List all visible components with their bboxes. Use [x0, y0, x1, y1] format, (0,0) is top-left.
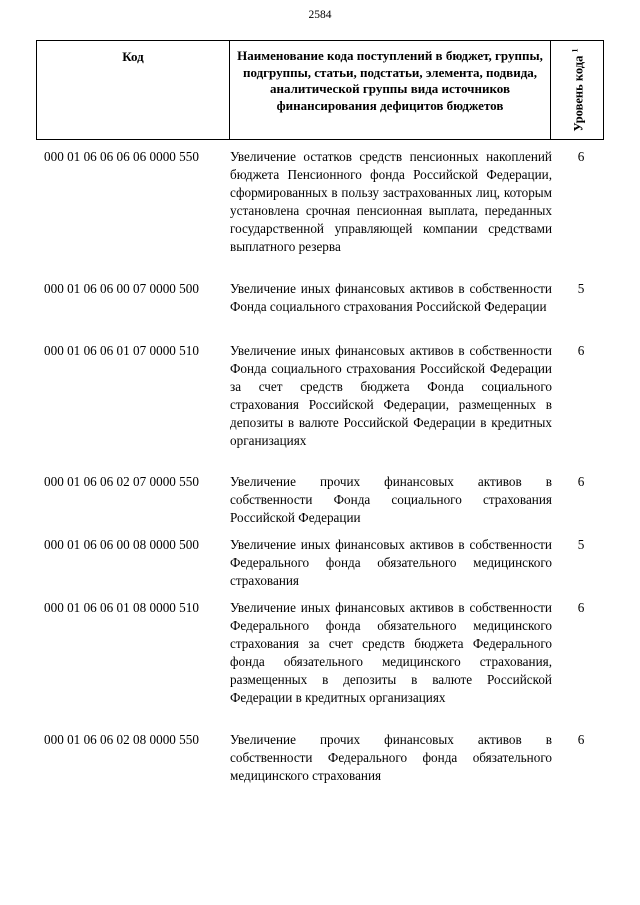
- header-name: Наименование кода поступлений в бюджет, группы, подгруппы, статьи, подстатьи, элемента, подвида, аналитической группы вида источников финансирования дефицитов бюджетов: [237, 48, 543, 114]
- row-code: 000 01 06 06 00 07 0000 500: [44, 281, 199, 296]
- header-level-text: Уровень кода: [571, 55, 586, 132]
- row-name: Увеличение прочих финансовых активов в собственности Федерального фонда обязательного медицинского страхования: [230, 732, 552, 783]
- row-name: Увеличение иных финансовых активов в собственности Фонда социального страхования Российской Федерации: [230, 281, 552, 314]
- row-level: 6: [577, 474, 585, 489]
- row-name: Увеличение иных финансовых активов в собственности Федерального фонда обязательного медицинского страхования за счет средств бюджета Федерального фонда обязательного медицинского страхования, размещенных в депозиты в валюте Российской Федерации в кредитных организациях: [230, 600, 552, 705]
- row-name: Увеличение прочих финансовых активов в собственности Фонда социального страхования Российской Федерации: [230, 474, 552, 525]
- row-code: 000 01 06 06 02 07 0000 550: [44, 474, 199, 489]
- row-level: 6: [577, 732, 585, 747]
- header-code: Код: [122, 49, 144, 64]
- row-code: 000 01 06 06 01 07 0000 510: [44, 343, 199, 358]
- row-name: Увеличение остатков средств пенсионных накоплений бюджета Пенсионного фонда Российской Федерации, сформированных в пользу застрахованных лиц, которым установлена срочная пенсионная выплата, переданных государственной управляющей компании средствами выплатного резерва: [230, 149, 552, 254]
- header-name-cell: [230, 41, 551, 140]
- header-level-footnote: 1: [570, 48, 580, 53]
- row-code: 000 01 06 06 00 08 0000 500: [44, 537, 199, 552]
- row-name: Увеличение иных финансовых активов в собственности Фонда социального страхования Российской Федерации за счет средств бюджета Фонда социального страхования Российской Федерации, размещенных в депозиты в валюте Российской Федерации в кредитных организациях: [230, 343, 552, 448]
- row-level: 5: [577, 281, 585, 296]
- row-code: 000 01 06 06 06 06 0000 550: [44, 149, 199, 164]
- row-name: Увеличение иных финансовых активов в собственности Федерального фонда обязательного медицинского страхования: [230, 537, 552, 588]
- row-level: 6: [577, 600, 585, 615]
- row-level: 6: [577, 343, 585, 358]
- table-header: [36, 40, 604, 140]
- header-code-cell: [37, 41, 230, 140]
- row-level: 5: [577, 537, 585, 552]
- row-code: 000 01 06 06 01 08 0000 510: [44, 600, 199, 615]
- header-level: [568, 49, 585, 132]
- row-code: 000 01 06 06 02 08 0000 550: [44, 732, 199, 747]
- row-level: 6: [577, 149, 585, 164]
- header-level-cell: [551, 41, 604, 140]
- page-number: 2584: [308, 9, 332, 21]
